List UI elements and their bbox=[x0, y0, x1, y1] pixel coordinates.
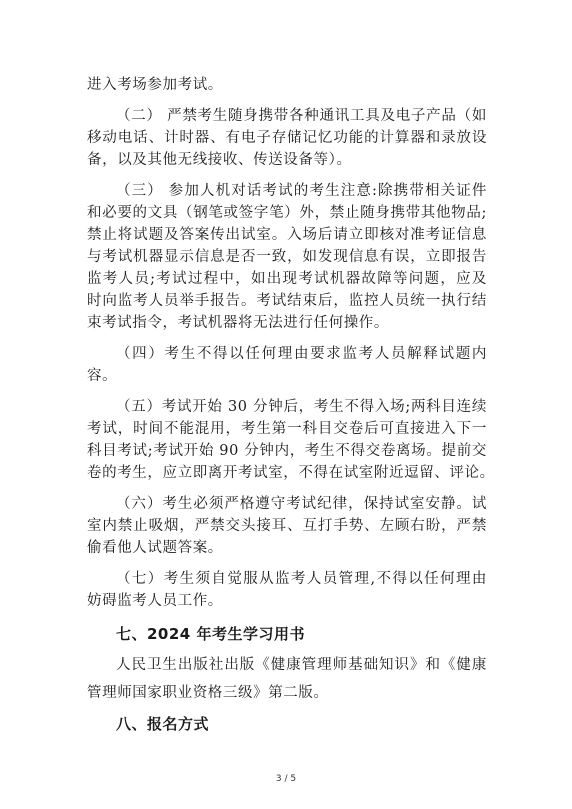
text-line: （五）考试开始 30 分钟后，考生不得入场;两科目连续 bbox=[116, 399, 487, 415]
text-line: 容。 bbox=[87, 368, 118, 384]
text-line: 管理师国家职业资格三级》第二版。 bbox=[87, 685, 329, 701]
section-heading-7: 七、2024 年考生学习用书 bbox=[116, 625, 305, 643]
text-line: 科目考试;考试开始 90 分钟内，考生不得交卷离场。提前交 bbox=[87, 443, 487, 459]
text-line: 与考试机器显示信息是否一致，如发现信息有误，立即报告 bbox=[87, 249, 487, 265]
text-line: 进入考场参加考试。 bbox=[87, 77, 223, 93]
text-line: 室内禁止吸烟，严禁交头接耳、互打手势、左顾右盼，严禁 bbox=[87, 518, 487, 534]
text-line: 备，以及其他无线接收、传送设备等）。 bbox=[87, 152, 352, 168]
text-line: 人民卫生出版社出版《健康管理师基础知识》和《健康 bbox=[116, 657, 487, 673]
text-line: 束考试指令，考试机器将无法进行任何操作。 bbox=[87, 315, 389, 331]
text-line: 移动电话、计时器、有电子存储记忆功能的计算器和录放设 bbox=[87, 130, 487, 146]
text-line: 偷看他人试题答案。 bbox=[87, 540, 223, 556]
text-line: （七）考生须自觉服从监考人员管理,不得以任何理由 bbox=[116, 571, 487, 587]
text-line: 卷的考生，应立即离开考试室，不得在试室附近逗留、评论。 bbox=[87, 465, 495, 481]
text-line: 时向监考人员举手报告。考试结束后，监控人员统一执行结 bbox=[87, 293, 487, 309]
text-line: 考试，时间不能混用，考生第一科目交卷后可直接进入下一 bbox=[87, 421, 487, 437]
page-number: 3 / 5 bbox=[275, 774, 297, 784]
text-line: 妨碍监考人员工作。 bbox=[87, 593, 223, 609]
text-line: 和必要的文具（钢笔或签字笔）外，禁止随身携带其他物品; bbox=[87, 205, 487, 221]
text-line: （二） 严禁考生随身携带各种通讯工具及电子产品（如 bbox=[116, 108, 487, 124]
text-line: （六）考生必须严格遵守考试纪律，保持试室安静。试 bbox=[116, 496, 487, 512]
section-heading-8: 八、报名方式 bbox=[116, 715, 210, 733]
text-line: （四）考生不得以任何理由要求监考人员解释试题内 bbox=[116, 346, 487, 362]
text-line: 监考人员;考试过程中，如出现考试机器故障等问题，应及 bbox=[87, 271, 487, 287]
text-line: 禁止将试题及答案传出试室。入场后请立即核对准考证信息 bbox=[87, 227, 487, 243]
text-line: （三） 参加人机对话考试的考生注意:除携带相关证件 bbox=[116, 183, 487, 199]
